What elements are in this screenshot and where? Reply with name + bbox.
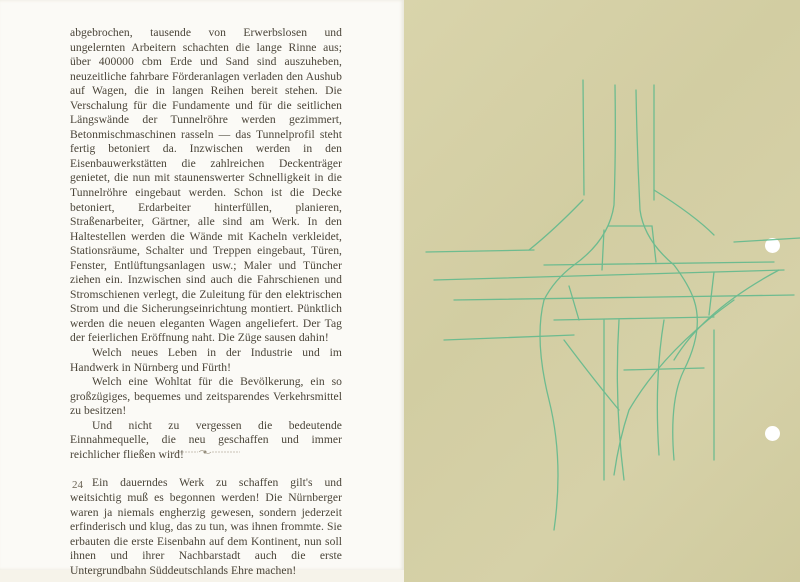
ornament-divider-icon xyxy=(170,448,240,456)
paragraph: Ein dauerndes Werk zu schaffen gilt's und weitsichtig muß es begonnen werden! Die Nürnberger waren ja niemals engherzig gewesen, sondern jederzeit erfinderisch und klug, das zu tun, was ihnen frommte. Sie erbauten die erste Eisenbahn auf dem Kontinent, nun soll ihnen und ihrer Nachbarstadt auch die erste Untergrundbahn Süddeutschlands Ehre machen! xyxy=(70,476,342,577)
body-text xyxy=(70,26,342,578)
paragraph: Und nicht zu vergessen die bedeutende Einnahmequelle, die neu geschaffen und immer reichlicher fließen wird! xyxy=(70,418,342,461)
page-number: 24 xyxy=(72,479,83,491)
paragraph: Welch neues Leben in der Industrie und im Handwerk in Nürnberg und Fürth! xyxy=(70,346,342,374)
paragraph: abgebrochen, tausende von Erwerbslosen und ungelernten Arbeitern schachten die lange Rinne aus; über 400000 cbm Erde und Sand sind auszuheben, neuzeitliche fahrbare Förderanlagen verladen den Aushub auf Wagen, die in langen Reihen bereit stehen. Die Verschalung für die Fundamente und für die seitlichen Längswände der Tunnelröhre werden gezimmert, Betonmischmaschinen rasseln — das Tunnelprofil steht fertig betoniert da. Inzwischen werden in den Eisenbauwerkstätten die zahlreichen Deckenträger genietet, die nun mit staunenswerter Schnelligkeit in die Tunnelröhre eingebaut werden. Schon ist die Decke betoniert, Erdarbeiter hinterfüllen, planieren, Straßenarbeiter, Gärtner, alle sind am Werk. In den Haltestellen werden die Wände mit Kacheln verkleidet, Stationsräume, Schalter und Treppen eingebaut, Türen, Fenster, Entlüftungsanlagen usw.; Maler und Tüncher ziehen ein. Inzwischen sind auch die Fahrschienen und Stromschienen verlegt, die Zuleitung für den elektrischen Strom und die Sicherungseinrichtung montiert. Pünktlich werden die neuen eleganten Wagen angeliefert. Der Tag der feierlichen Eröffnung naht. Die Züge sausen dahin! xyxy=(70,26,342,345)
paragraph: Welch eine Wohltat für die Bevölkerung, ein so großzügiges, bequemes und zeitsparendes Verkehrsmittel zu besitzen! xyxy=(70,375,342,418)
pencil-sketch xyxy=(404,0,800,582)
